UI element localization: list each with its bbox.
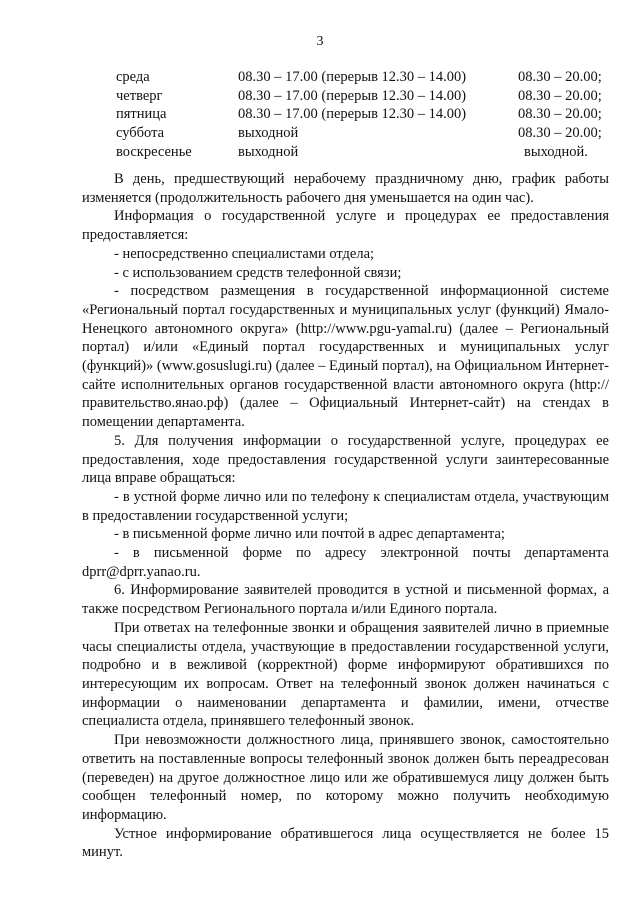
list-item-specialists: - непосредственно специалистами отдела;: [114, 245, 375, 262]
schedule-extended-hours: 08.30 – 20.00;: [518, 106, 602, 123]
page-number: 3: [316, 34, 324, 49]
paragraph-schedule-change: В день, предшествующий нерабочему праздничному дню, график работы изменяется (продолжительность рабочего дня уменьшается на один час).: [82, 171, 609, 206]
paragraph-section-5: 5. Для получения информации о государственной услуге, процедурах ее предоставления, ходе предоставления государственной услуги заинтересованные лица вправе обращаться:: [82, 432, 609, 487]
schedule-day: суббота: [116, 125, 165, 142]
schedule-row: [116, 143, 606, 162]
list-item-written-mail: - в письменной форме лично или почтой в адрес департамента;: [114, 526, 505, 543]
list-item-portals: - посредством размещения в государственной информационной системе «Региональный портал государственных и муниципальных услуг (функций) Ямало-Ненецкого автономного округа» (http://www.pgu-yamal.ru) (далее – Региональный портал) и/или «Единый портал государственных и муниципальных услуг (функций)» (www.gosuslugi.ru) (далее – Единый портал), на Официальном Интернет-сайте исполнительных органов государственной власти автономного округа (http://правительство.янао.рф) (далее – Официальный Интернет-сайт) на стендах в помещении департамента.: [82, 283, 609, 431]
schedule-day: воскресенье: [116, 143, 192, 160]
schedule-extended-hours: 08.30 – 20.00;: [518, 125, 602, 142]
schedule-row: [116, 124, 606, 143]
list-item-oral: - в устной форме лично или по телефону к специалистам отдела, участвующим в предоставлении государственной услуги;: [82, 488, 609, 524]
paragraph-section-6: 6. Информирование заявителей проводится в устной и письменной формах, а также посредством Регионального портала и/или Единого портала.: [82, 582, 609, 618]
schedule-day: среда: [116, 69, 150, 85]
schedule-table: [116, 68, 606, 161]
paragraph-oral-duration: Устное информирование обратившегося лица осуществляется не более 15 минут.: [82, 825, 609, 861]
schedule-extended-hours: 08.30 – 20.00;: [518, 87, 602, 104]
schedule-row: [116, 87, 606, 106]
list-item-phone: - с использованием средств телефонной связи;: [114, 264, 402, 281]
schedule-weekday-hours: 08.30 – 17.00 (перерыв 12.30 – 14.00): [238, 106, 467, 123]
paragraph-info-provision: Информация о государственной услуге и процедурах ее предоставления предоставляется:: [82, 208, 609, 244]
schedule-row: [116, 68, 606, 87]
schedule-weekday-hours: 08.30 – 17.00 (перерыв 12.30 – 14.00): [238, 87, 467, 104]
document-body: [82, 170, 609, 862]
schedule-weekday-hours: выходной: [238, 143, 299, 160]
schedule-day: четверг: [116, 87, 163, 104]
list-item-email: - в письменной форме по адресу электронной почты департамента dprr@dprr.yanao.ru.: [82, 545, 609, 580]
schedule-weekday-hours: 08.30 – 17.00 (перерыв 12.30 – 14.00): [238, 69, 467, 85]
schedule-row: [116, 105, 606, 124]
schedule-day: пятница: [116, 106, 167, 123]
paragraph-call-redirect: При невозможности должностного лица, принявшего звонок, самостоятельно ответить на поставленные вопросы телефонный звонок должен быть переадресован (переведен) на другое должностное лицо или же обратившемуся лицу должен быть сообщен телефонный номер, по которому можно получить необходимую информацию.: [82, 732, 609, 823]
schedule-extended-hours: выходной.: [524, 143, 588, 160]
paragraph-phone-answers: При ответах на телефонные звонки и обращения заявителей лично в приемные часы специалисты отдела, участвующие в предоставлении государственной услуги, подробно и в вежливой (корректной) форме информируют обратившихся по интересующим их вопросам. Ответ на телефонный звонок должен начинаться с информации о наименовании департамента и фамилии, имени, отчестве специалиста отдела, принявшего телефонный звонок.: [82, 619, 609, 730]
schedule-weekday-hours: выходной: [238, 125, 299, 142]
schedule-extended-hours: 08.30 – 20.00;: [518, 69, 602, 85]
